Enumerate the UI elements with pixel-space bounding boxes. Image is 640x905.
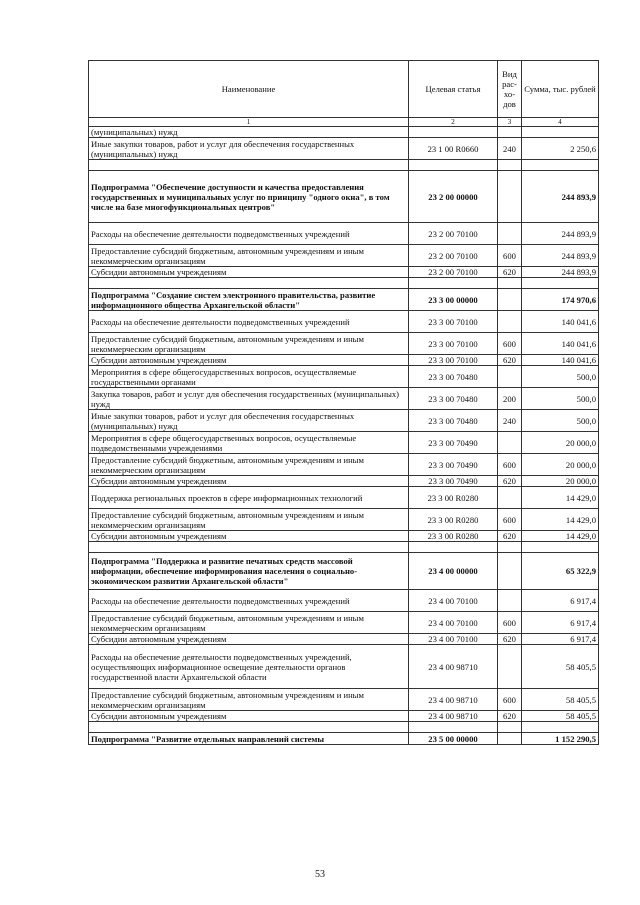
row-amount-cell: 1 152 290,5	[522, 733, 599, 745]
row-target-article-cell: 23 3 00 70480	[409, 366, 498, 388]
table-row	[89, 487, 599, 509]
row-expense-type-cell	[498, 127, 522, 138]
spacer-cell	[522, 278, 599, 289]
row-name-cell: Подпрограмма "Поддержка и развитие печатных средств массовой информации, обеспечение информирования населения о социально-экономическом развитии Архангельской области"	[89, 553, 409, 590]
row-expense-type-cell: 620	[498, 634, 522, 645]
row-target-article-cell: 23 4 00 70100	[409, 590, 498, 612]
row-name-cell: Иные закупки товаров, работ и услуг для обеспечения государственных (муниципальных) нужд	[89, 138, 409, 160]
row-name-cell: Субсидии автономным учреждениям	[89, 355, 409, 366]
spacer-cell	[409, 278, 498, 289]
row-amount-cell: 244 893,9	[522, 245, 599, 267]
row-target-article-cell: 23 4 00 70100	[409, 612, 498, 634]
row-amount-cell: 20 000,0	[522, 432, 599, 454]
row-name-cell: Мероприятия в сфере общегосударственных вопросов, осуществляемые государственными органами	[89, 366, 409, 388]
spacer-cell	[498, 722, 522, 733]
table-row	[89, 127, 599, 138]
row-expense-type-cell	[498, 311, 522, 333]
row-amount-cell: 500,0	[522, 366, 599, 388]
table-row	[89, 366, 599, 388]
row-expense-type-cell: 240	[498, 410, 522, 432]
row-expense-type-cell: 600	[498, 612, 522, 634]
row-expense-type-cell: 200	[498, 388, 522, 410]
spacer-cell	[498, 542, 522, 553]
row-name-cell: Иные закупки товаров, работ и услуг для обеспечения государственных (муниципальных) нужд	[89, 410, 409, 432]
spacer-cell	[89, 722, 409, 733]
row-expense-type-cell: 620	[498, 355, 522, 366]
row-target-article-cell: 23 4 00 70100	[409, 634, 498, 645]
row-name-cell: Предоставление субсидий бюджетным, автономным учреждениям и иным некоммерческим организациям	[89, 689, 409, 711]
row-name-cell: Мероприятия в сфере общегосударственных вопросов, осуществляемые подведомственными учреждениями	[89, 432, 409, 454]
row-amount-cell: 58 405,5	[522, 689, 599, 711]
row-target-article-cell: 23 3 00 70480	[409, 410, 498, 432]
row-expense-type-cell	[498, 366, 522, 388]
spacer-cell	[522, 160, 599, 171]
row-name-cell: Субсидии автономным учреждениям	[89, 634, 409, 645]
table-row	[89, 138, 599, 160]
row-target-article-cell: 23 3 00 70490	[409, 476, 498, 487]
row-expense-type-cell: 600	[498, 454, 522, 476]
spacer-cell	[522, 542, 599, 553]
row-amount-cell: 58 405,5	[522, 711, 599, 722]
table-row	[89, 388, 599, 410]
spacer-cell	[409, 160, 498, 171]
row-name-cell: Подпрограмма "Обеспечение доступности и качества предоставления государственных и муниципальных услуг по принципу "одного окна", в том числе на базе многофункциональных центров"	[89, 171, 409, 223]
table-row	[89, 432, 599, 454]
row-amount-cell: 65 322,9	[522, 553, 599, 590]
spacer-cell	[498, 160, 522, 171]
row-expense-type-cell: 620	[498, 531, 522, 542]
table-row	[89, 223, 599, 245]
row-amount-cell: 500,0	[522, 388, 599, 410]
row-expense-type-cell	[498, 645, 522, 689]
subprogram-row	[89, 553, 599, 590]
budget-document	[88, 60, 598, 745]
row-target-article-cell: 23 3 00 70100	[409, 311, 498, 333]
row-expense-type-cell: 240	[498, 138, 522, 160]
table-row	[89, 634, 599, 645]
row-name-cell: Подпрограмма "Развитие отдельных направлений системы	[89, 733, 409, 745]
row-expense-type-cell: 600	[498, 333, 522, 355]
row-name-cell: Поддержка региональных проектов в сфере информационных технологий	[89, 487, 409, 509]
row-amount-cell: 500,0	[522, 410, 599, 432]
row-amount-cell: 20 000,0	[522, 476, 599, 487]
row-amount-cell: 244 893,9	[522, 267, 599, 278]
row-expense-type-cell: 600	[498, 509, 522, 531]
row-target-article-cell: 23 4 00 98710	[409, 645, 498, 689]
row-amount-cell: 14 429,0	[522, 531, 599, 542]
subprogram-row	[89, 289, 599, 311]
spacer-cell	[409, 722, 498, 733]
table-row	[89, 711, 599, 722]
row-amount-cell: 14 429,0	[522, 509, 599, 531]
row-amount-cell: 140 041,6	[522, 311, 599, 333]
row-amount-cell: 20 000,0	[522, 454, 599, 476]
row-name-cell: (муниципальных) нужд	[89, 127, 409, 138]
row-target-article-cell: 23 3 00 R0280	[409, 531, 498, 542]
row-amount-cell	[522, 127, 599, 138]
header-target-article: Целевая статья	[409, 61, 498, 118]
row-name-cell: Предоставление субсидий бюджетным, автономным учреждениям и иным некоммерческим организациям	[89, 245, 409, 267]
table-row	[89, 355, 599, 366]
row-name-cell: Расходы на обеспечение деятельности подведомственных учреждений	[89, 590, 409, 612]
spacer-cell	[522, 722, 599, 733]
table-row	[89, 245, 599, 267]
table-row	[89, 333, 599, 355]
row-amount-cell: 140 041,6	[522, 333, 599, 355]
row-name-cell: Предоставление субсидий бюджетным, автономным учреждениям и иным некоммерческим организациям	[89, 333, 409, 355]
row-target-article-cell: 23 3 00 70100	[409, 355, 498, 366]
row-amount-cell: 244 893,9	[522, 223, 599, 245]
spacer-row	[89, 542, 599, 553]
spacer-cell	[89, 542, 409, 553]
row-target-article-cell: 23 4 00 98710	[409, 711, 498, 722]
table-body	[89, 127, 599, 745]
row-name-cell: Предоставление субсидий бюджетным, автономным учреждениям и иным некоммерческим организациям	[89, 612, 409, 634]
row-name-cell: Расходы на обеспечение деятельности подведомственных учреждений	[89, 223, 409, 245]
row-target-article-cell: 23 3 00 70490	[409, 432, 498, 454]
row-target-article-cell: 23 1 00 R0660	[409, 138, 498, 160]
row-amount-cell: 14 429,0	[522, 487, 599, 509]
spacer-cell	[89, 160, 409, 171]
row-target-article-cell: 23 2 00 70100	[409, 267, 498, 278]
row-amount-cell: 174 970,6	[522, 289, 599, 311]
table-row	[89, 590, 599, 612]
row-amount-cell: 6 917,4	[522, 634, 599, 645]
header-amount: Сумма, тыс. рублей	[522, 61, 599, 118]
row-amount-cell: 244 893,9	[522, 171, 599, 223]
row-expense-type-cell	[498, 289, 522, 311]
table-row	[89, 311, 599, 333]
row-name-cell: Предоставление субсидий бюджетным, автономным учреждениям и иным некоммерческим организациям	[89, 509, 409, 531]
table-row	[89, 612, 599, 634]
row-name-cell: Подпрограмма "Создание систем электронного правительства, развитие информационного общества Архангельской области"	[89, 289, 409, 311]
table-row	[89, 454, 599, 476]
row-target-article-cell	[409, 127, 498, 138]
table-row	[89, 267, 599, 278]
row-target-article-cell: 23 3 00 00000	[409, 289, 498, 311]
row-name-cell: Предоставление субсидий бюджетным, автономным учреждениям и иным некоммерческим организациям	[89, 454, 409, 476]
spacer-row	[89, 160, 599, 171]
row-expense-type-cell: 620	[498, 267, 522, 278]
row-name-cell: Субсидии автономным учреждениям	[89, 267, 409, 278]
row-target-article-cell: 23 3 00 R0280	[409, 487, 498, 509]
subprogram-row	[89, 733, 599, 745]
row-target-article-cell: 23 3 00 70490	[409, 454, 498, 476]
spacer-cell	[89, 278, 409, 289]
row-amount-cell: 6 917,4	[522, 612, 599, 634]
row-expense-type-cell	[498, 432, 522, 454]
spacer-row	[89, 722, 599, 733]
row-expense-type-cell: 620	[498, 476, 522, 487]
column-number-2: 2	[409, 118, 498, 127]
row-target-article-cell: 23 2 00 70100	[409, 223, 498, 245]
table-row	[89, 410, 599, 432]
row-target-article-cell: 23 4 00 98710	[409, 689, 498, 711]
column-number-row	[89, 118, 599, 127]
row-target-article-cell: 23 2 00 00000	[409, 171, 498, 223]
row-expense-type-cell	[498, 590, 522, 612]
budget-table	[88, 60, 599, 745]
spacer-row	[89, 278, 599, 289]
subprogram-row	[89, 171, 599, 223]
row-name-cell: Субсидии автономным учреждениям	[89, 531, 409, 542]
page-number: 53	[315, 869, 325, 880]
row-expense-type-cell: 620	[498, 711, 522, 722]
spacer-cell	[498, 278, 522, 289]
row-target-article-cell: 23 4 00 00000	[409, 553, 498, 590]
row-expense-type-cell: 600	[498, 689, 522, 711]
row-expense-type-cell	[498, 733, 522, 745]
row-target-article-cell: 23 3 00 70480	[409, 388, 498, 410]
column-number-1: 1	[89, 118, 409, 127]
header-name: Наименование	[89, 61, 409, 118]
row-name-cell: Субсидии автономным учреждениям	[89, 711, 409, 722]
row-name-cell: Субсидии автономным учреждениям	[89, 476, 409, 487]
row-expense-type-cell	[498, 223, 522, 245]
row-amount-cell: 58 405,5	[522, 645, 599, 689]
row-target-article-cell: 23 5 00 00000	[409, 733, 498, 745]
table-row	[89, 509, 599, 531]
row-name-cell: Расходы на обеспечение деятельности подведомственных учреждений	[89, 311, 409, 333]
row-expense-type-cell	[498, 553, 522, 590]
table-header-row	[89, 61, 599, 118]
row-amount-cell: 6 917,4	[522, 590, 599, 612]
row-amount-cell: 2 250,6	[522, 138, 599, 160]
spacer-cell	[409, 542, 498, 553]
column-number-3: 3	[498, 118, 522, 127]
table-row	[89, 689, 599, 711]
row-expense-type-cell	[498, 487, 522, 509]
table-row	[89, 531, 599, 542]
row-target-article-cell: 23 3 00 70100	[409, 333, 498, 355]
column-number-4: 4	[522, 118, 599, 127]
row-name-cell: Расходы на обеспечение деятельности подведомственных учреждений, осуществляющих информационное освещение деятельности органов государственной власти Архангельской области	[89, 645, 409, 689]
header-expense-type: Вид рас-хо-дов	[498, 61, 522, 118]
row-expense-type-cell: 600	[498, 245, 522, 267]
row-expense-type-cell	[498, 171, 522, 223]
row-amount-cell: 140 041,6	[522, 355, 599, 366]
row-name-cell: Закупка товаров, работ и услуг для обеспечения государственных (муниципальных) нужд	[89, 388, 409, 410]
table-row	[89, 645, 599, 689]
table-row	[89, 476, 599, 487]
row-target-article-cell: 23 3 00 R0280	[409, 509, 498, 531]
row-target-article-cell: 23 2 00 70100	[409, 245, 498, 267]
